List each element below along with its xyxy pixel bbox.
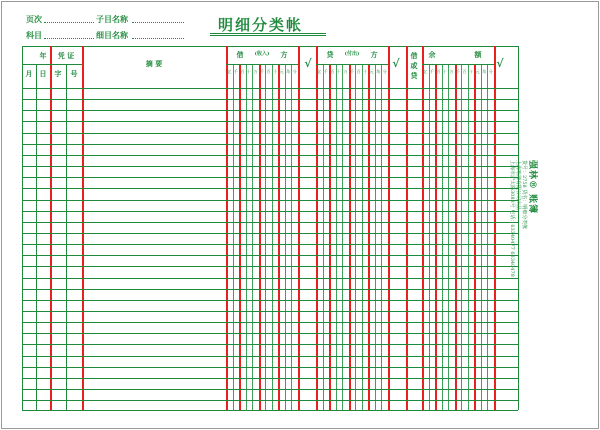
credit-digit-divider [368, 64, 370, 410]
col-voucher-divider [66, 64, 67, 410]
balance-unit-label: 亿 [423, 69, 428, 74]
credit-unit-label: 千 [350, 69, 354, 74]
debit-unit-label: 万 [253, 69, 258, 74]
balance-digit-divider [487, 64, 488, 410]
balance-digit-divider [429, 64, 430, 410]
grid-bottom-border [22, 410, 518, 411]
balance-unit-label: 十 [442, 69, 447, 74]
table-row-line [22, 378, 518, 379]
table-row-line [22, 311, 518, 312]
balance-check-icon: √ [496, 57, 504, 70]
balance-header-divider [422, 64, 494, 65]
balance-digit-divider [468, 64, 469, 410]
balance-unit-label: 百 [436, 69, 441, 74]
table-row-line [22, 99, 518, 100]
table-row-line [22, 367, 518, 368]
table-row-line [22, 144, 518, 145]
detail-account-field[interactable] [132, 38, 184, 39]
credit-digit-divider [349, 64, 351, 410]
table-row-line [22, 289, 518, 290]
balance-digit-divider [455, 64, 457, 410]
title-underline-1 [210, 33, 326, 34]
table-row-line [22, 300, 518, 301]
credit-digit-divider [375, 64, 376, 410]
ledger-title: 明细分类帐 [218, 16, 304, 34]
table-row-line [22, 211, 518, 212]
balance-unit-label: 元 [475, 69, 480, 74]
voucher-number-header: 号 [70, 69, 78, 78]
direction-header-bot: 贷 [410, 71, 418, 80]
table-row-line [22, 177, 518, 178]
balance-digit-divider [442, 64, 443, 410]
year-header: 年 [39, 51, 47, 60]
summary-header: 摘 要 [145, 59, 163, 68]
credit-digit-divider [355, 64, 356, 410]
credit-unit-label: 百 [330, 69, 335, 74]
credit-header-end: 方 [370, 50, 378, 59]
debit-digit-divider [259, 64, 261, 410]
credit-unit-label: 千 [323, 69, 328, 74]
voucher-type-header: 字 [54, 69, 62, 78]
page-number-field[interactable] [44, 22, 94, 23]
col-month-day-divider [36, 64, 37, 410]
table-row-line [22, 222, 518, 223]
address-info: 上海市沪太路3088号 电话：63340477 63340478 [509, 160, 515, 277]
credit-unit-label: 十 [336, 69, 341, 74]
debit-unit-label: 角 [286, 69, 291, 74]
balance-unit-label: 百 [462, 69, 467, 74]
debit-check-icon: √ [304, 57, 312, 70]
page-number-label: 页次 [26, 14, 42, 24]
table-row-line [22, 356, 518, 357]
sub-account-label: 子目名称 [96, 14, 128, 24]
publisher-info: 上海账簿有限公司出品 [515, 160, 521, 211]
debit-digit-divider [252, 64, 253, 410]
table-row-line [22, 233, 518, 234]
balance-unit-label: 千 [429, 69, 434, 74]
credit-digit-divider [342, 64, 343, 410]
day-header: 日 [39, 69, 47, 78]
balance-digit-divider [448, 64, 449, 410]
credit-unit-label: 亿 [317, 69, 322, 74]
debit-unit-label: 分 [292, 69, 297, 74]
debit-digit-divider [272, 64, 273, 410]
vendor-imprint [509, 160, 540, 280]
table-row-line [22, 133, 518, 134]
debit-unit-label: 百 [240, 69, 245, 74]
table-row-line [22, 255, 518, 256]
debit-unit-label: 十 [246, 69, 251, 74]
balance-digit-divider [461, 64, 462, 410]
credit-check-icon: √ [392, 57, 400, 70]
debit-header: 借 [236, 50, 244, 59]
debit-digit-divider [233, 64, 234, 410]
balance-unit-label: 分 [488, 69, 493, 74]
balance-header: 余 [428, 50, 436, 59]
header-bottom-line [22, 88, 518, 89]
debit-digit-divider [291, 64, 292, 410]
balance-digit-divider [481, 64, 482, 410]
subject-field[interactable] [44, 38, 94, 39]
direction-header-mid: 或 [410, 61, 418, 70]
balance-header-end: 额 [474, 50, 482, 59]
date-voucher-header-divider [22, 64, 82, 65]
credit-unit-label: 十 [363, 69, 368, 74]
debit-note: (收入) [254, 51, 270, 57]
credit-header-divider [316, 64, 388, 65]
credit-digit-divider [362, 64, 363, 410]
debit-unit-label: 百 [266, 69, 271, 74]
credit-note: (付出) [344, 51, 360, 57]
table-row-line [22, 244, 518, 245]
table-row-line [22, 278, 518, 279]
debit-digit-divider [278, 64, 280, 410]
table-row-line [22, 121, 518, 122]
debit-digit-divider [239, 64, 241, 410]
table-row-line [22, 400, 518, 401]
credit-unit-label: 分 [382, 69, 387, 74]
balance-unit-label: 千 [456, 69, 460, 74]
table-row-line [22, 110, 518, 111]
credit-unit-label: 百 [356, 69, 361, 74]
brand-logo: 强林® 账簿 [527, 160, 537, 215]
direction-header-top: 借 [410, 51, 418, 60]
balance-digit-divider [435, 64, 437, 410]
title-underline-2 [210, 35, 326, 36]
debit-header-divider [226, 64, 298, 65]
table-row-line [22, 389, 518, 390]
debit-unit-label: 千 [233, 69, 238, 74]
table-row-line [22, 188, 518, 189]
debit-header-end: 方 [280, 50, 288, 59]
balance-digit-divider [474, 64, 476, 410]
credit-digit-divider [381, 64, 382, 410]
product-info: 货号：2758 货名：明细分类帐 [521, 160, 527, 230]
debit-unit-label: 千 [260, 69, 264, 74]
debit-digit-divider [246, 64, 247, 410]
debit-unit-label: 元 [279, 69, 284, 74]
table-row-line [22, 155, 518, 156]
voucher-header: 凭 证 [57, 51, 75, 60]
table-row-line [22, 333, 518, 334]
balance-unit-label: 万 [449, 69, 454, 74]
table-row-line [22, 166, 518, 167]
balance-unit-label: 十 [469, 69, 474, 74]
month-header: 月 [25, 69, 33, 78]
subject-label: 科目 [26, 30, 42, 40]
table-row-line [22, 200, 518, 201]
credit-digit-divider [336, 64, 337, 410]
table-row-line [22, 266, 518, 267]
debit-digit-divider [285, 64, 286, 410]
debit-digit-divider [265, 64, 266, 410]
credit-digit-divider [329, 64, 331, 410]
table-row-line [22, 322, 518, 323]
credit-header: 贷 [326, 50, 334, 59]
table-row-line [22, 344, 518, 345]
balance-unit-label: 角 [482, 69, 487, 74]
credit-unit-label: 角 [376, 69, 381, 74]
detail-account-label: 细目名称 [96, 30, 128, 40]
credit-unit-label: 元 [369, 69, 374, 74]
debit-unit-label: 亿 [227, 69, 232, 74]
debit-unit-label: 十 [273, 69, 278, 74]
credit-digit-divider [323, 64, 324, 410]
credit-unit-label: 万 [343, 69, 348, 74]
grid-top-border [22, 46, 518, 47]
sub-account-field[interactable] [132, 22, 184, 23]
